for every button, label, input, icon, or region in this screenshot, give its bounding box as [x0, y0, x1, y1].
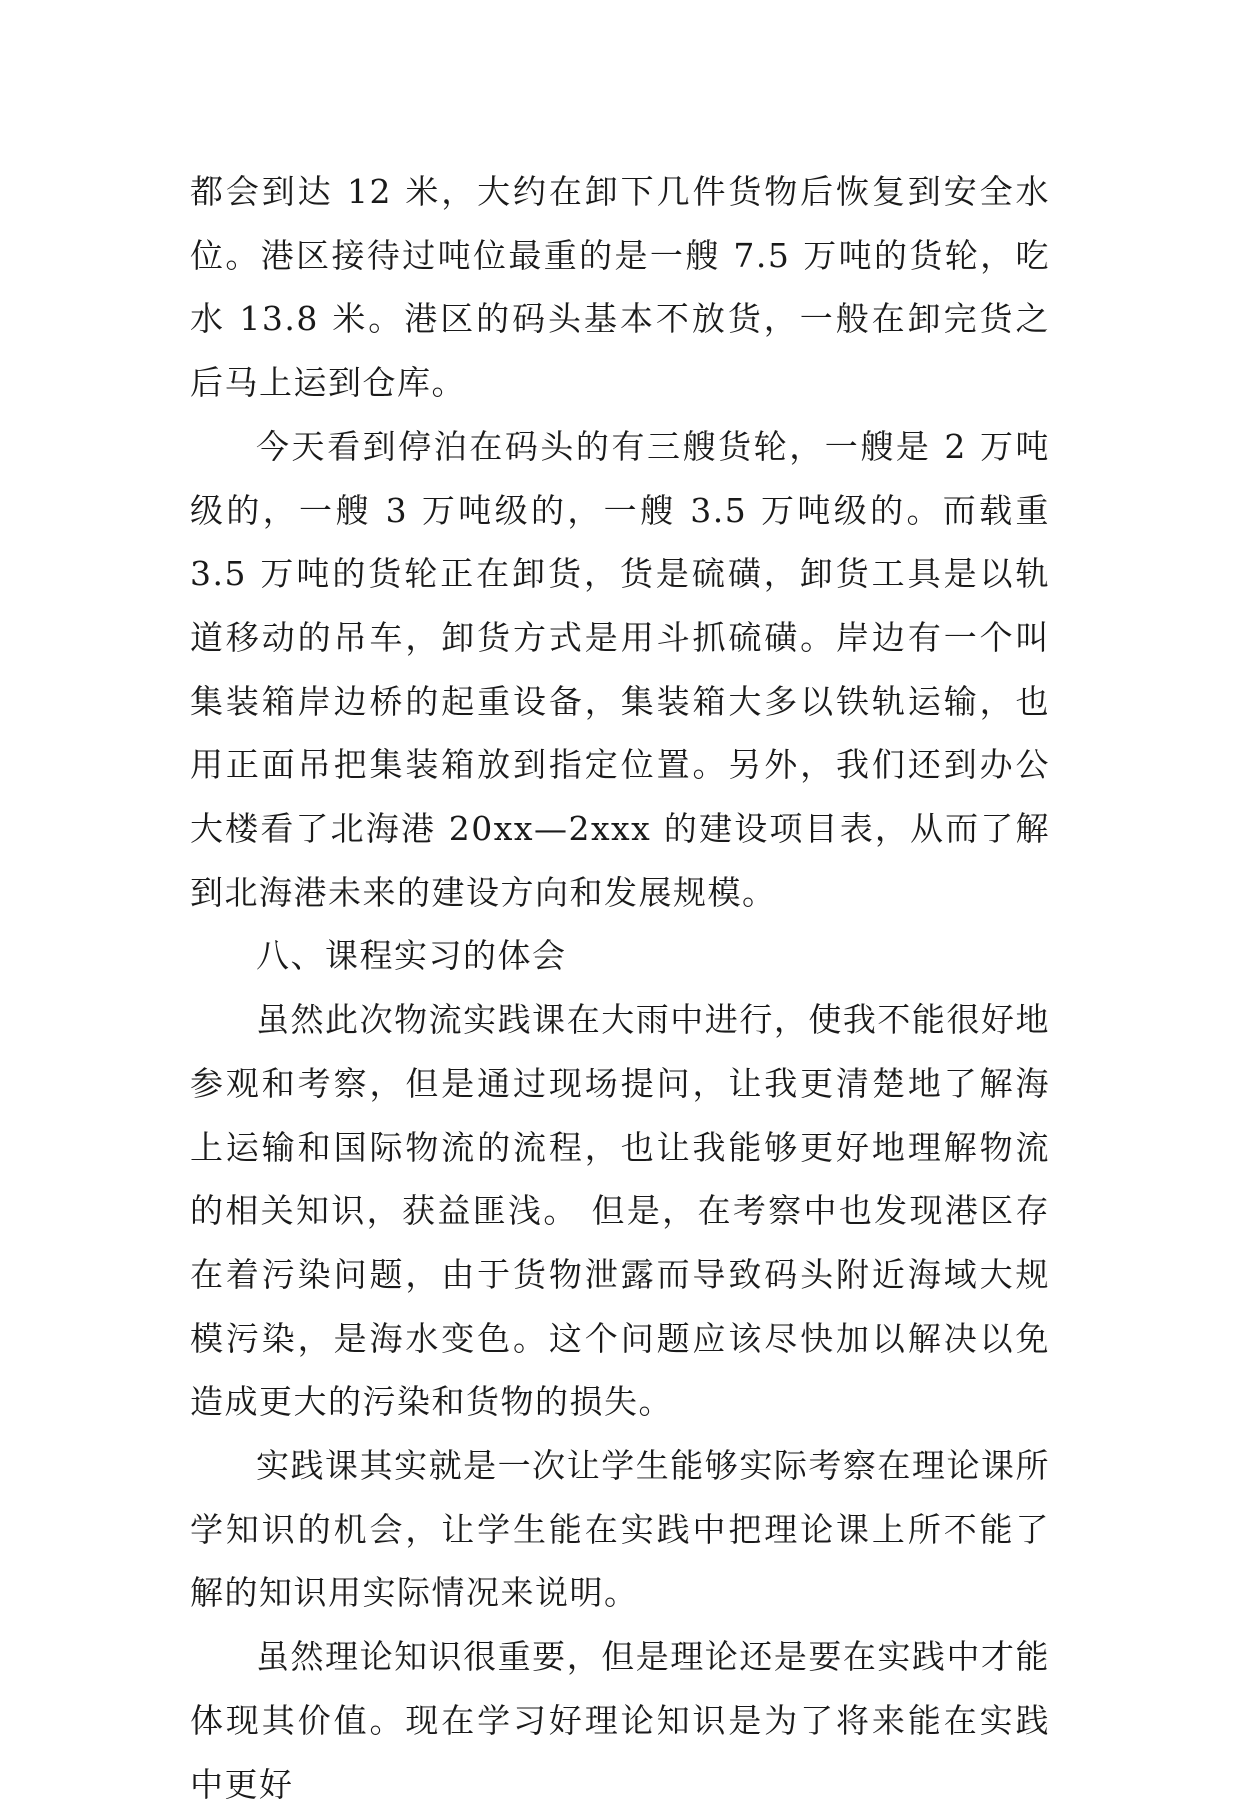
paragraph-ships-at-dock: 今天看到停泊在码头的有三艘货轮，一艘是 2 万吨级的，一艘 3 万吨级的，一艘 3.5 万吨级的。而载重 3.5 万吨的货轮正在卸货，货是硫磺，卸货工具是以轨道移动的吊车，卸货方式是用斗抓硫磺。岸边有一个叫集装箱岸边桥的起重设备，集装箱大多以铁轨运输，也用正面吊把集装箱放到指定位置。另外，我们还到办公大楼看了北海港 20xx—2xxx 的建设项目表，从而了解到北海港未来的建设方向和发展规模。 — [190, 426, 1050, 912]
paragraph-port-water-level: 都会到达 12 米，大约在卸下几件货物后恢复到安全水位。港区接待过吨位最重的是一艘 7.5 万吨的货轮，吃水 13.8 米。港区的码头基本不放货，一般在卸完货之后马上运到仓库。 — [190, 172, 1050, 403]
paragraph-rain-visit: 虽然此次物流实践课在大雨中进行，使我不能很好地参观和考察，但是通过现场提问，让我更清楚地了解海上运输和国际物流的流程，也让我能够更好地理解物流的相关知识，获益匪浅。 但是，在考察中也发现港区存在着污染问题，由于货物泄露而导致码头附近海域大规模污染，是海水变色。这个问题应该尽快加以解决以免造成更大的污染和货物的损失。 — [190, 1000, 1050, 1422]
paragraph-practice-course: 实践课其实就是一次让学生能够实际考察在理论课所学知识的机会，让学生能在实践中把理论课上所不能了解的知识用实际情况来说明。 — [190, 1446, 1050, 1613]
paragraph-theory-practice: 虽然理论知识很重要，但是理论还是要在实践中才能体现其价值。现在学习好理论知识是为了将来能在实践中更好 — [190, 1637, 1050, 1804]
section-heading-internship-reflections: 八、课程实习的体会 — [256, 936, 567, 976]
document-body — [190, 160, 1050, 1816]
